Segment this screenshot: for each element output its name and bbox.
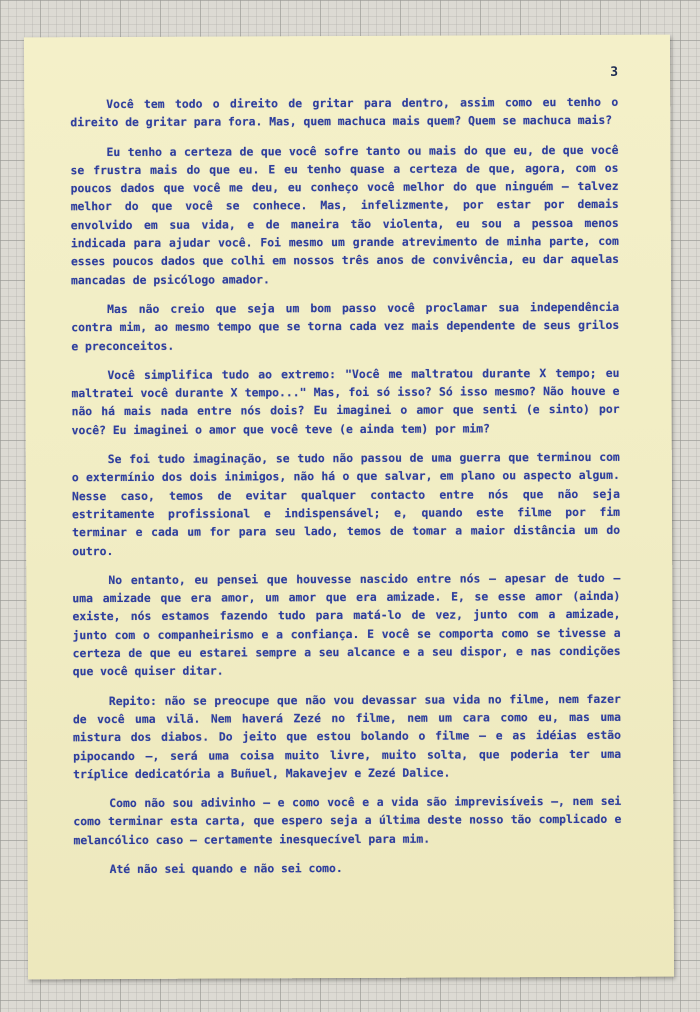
paragraph: Até não sei quando e não sei como.	[109, 861, 343, 877]
paragraph: Você tem todo o direito de gritar para dentro, assim como eu tenho o direito de gritar para fora. Mas, quem machuca mais quem? Quem se machuca mais?	[70, 94, 619, 130]
paragraph: Como não sou adivinho — e como você e a vida são imprevisíveis —, nem sei como terminar esta carta, que espero seja a última deste nosso tão complicado e melancólico caso — certamente inesquecível para mim.	[73, 793, 622, 847]
paragraph: Eu tenho a certeza de que você sofre tanto ou mais do que eu, de que você se frustra mais do que eu. E eu tenho quase a certeza de que, agora, com os poucos dados que você me deu, eu conheço você melhor do que ninguém — talvez melhor do que você se conhece. Mas, infelizmente, por estar por demais envolvido em sua vida, e de maneira tão violenta, eu sou a pessoa menos indicada para ajudar você. Foi mesmo um grande atrevimento de minha parte, com esses poucos dados que colhi em nossos três anos de convivência, eu dar aquelas mancadas de psicólogo amador.	[70, 142, 619, 287]
paragraph: Você simplifica tudo ao extremo: "Você me maltratou durante X tempo; eu maltratei você durante X tempo..." Mas, foi só isso? Só isso mesmo? Não houve e não há mais nada entre nós dois? Eu imaginei o amor que senti (e sinto) por você? Eu imaginei o amor que você teve (e ainda tem) por mim?	[71, 365, 620, 437]
page-number: 3	[610, 64, 619, 80]
typed-letter-page	[24, 35, 674, 980]
letter-body	[70, 93, 621, 890]
paragraph: Mas não creio que seja um bom passo você proclamar sua independência contra mim, ao mesmo tempo que se torna cada vez mais dependente de seus grilos e preconceitos.	[71, 299, 620, 353]
paragraph: No entanto, eu pensei que houvesse nascido entre nós — apesar de tudo — uma amizade que era amor, um amor que era amizade. E, se esse amor (ainda) existe, nós estamos fazendo tudo para matá-lo de vez, junto com a amizade, junto com o companheirismo e a confiança. E você se comporta como se tivesse a certeza de que eu estarei sempre a seu alcance e a seu dispor, e nas condições que você quiser ditar.	[72, 570, 621, 679]
paragraph: Repito: não se preocupe que não vou devassar sua vida no filme, nem fazer de você uma vilã. Nem haverá Zezé no filme, nem um cara como eu, mas uma mistura dos diabos. Do jeito que estou bolando o filme — e as idéias estão pipocando —, será uma coisa muito livre, muito solta, que poderia ter uma tríplice dedicatória a Buñuel, Makavejev e Zezé Dalice.	[72, 691, 622, 782]
paragraph: Se foi tudo imaginação, se tudo não passou de uma guerra que terminou com o extermínio dos dois inimigos, não há o que salvar, em plano ou aspecto algum. Nesse caso, temos de evitar qualquer contacto entre nós que não seja estritamente profissional e indispensável; e, quando este filme por fim terminar e cada um for para seu lado, temos de tomar a maior distância um do outro.	[71, 449, 621, 558]
